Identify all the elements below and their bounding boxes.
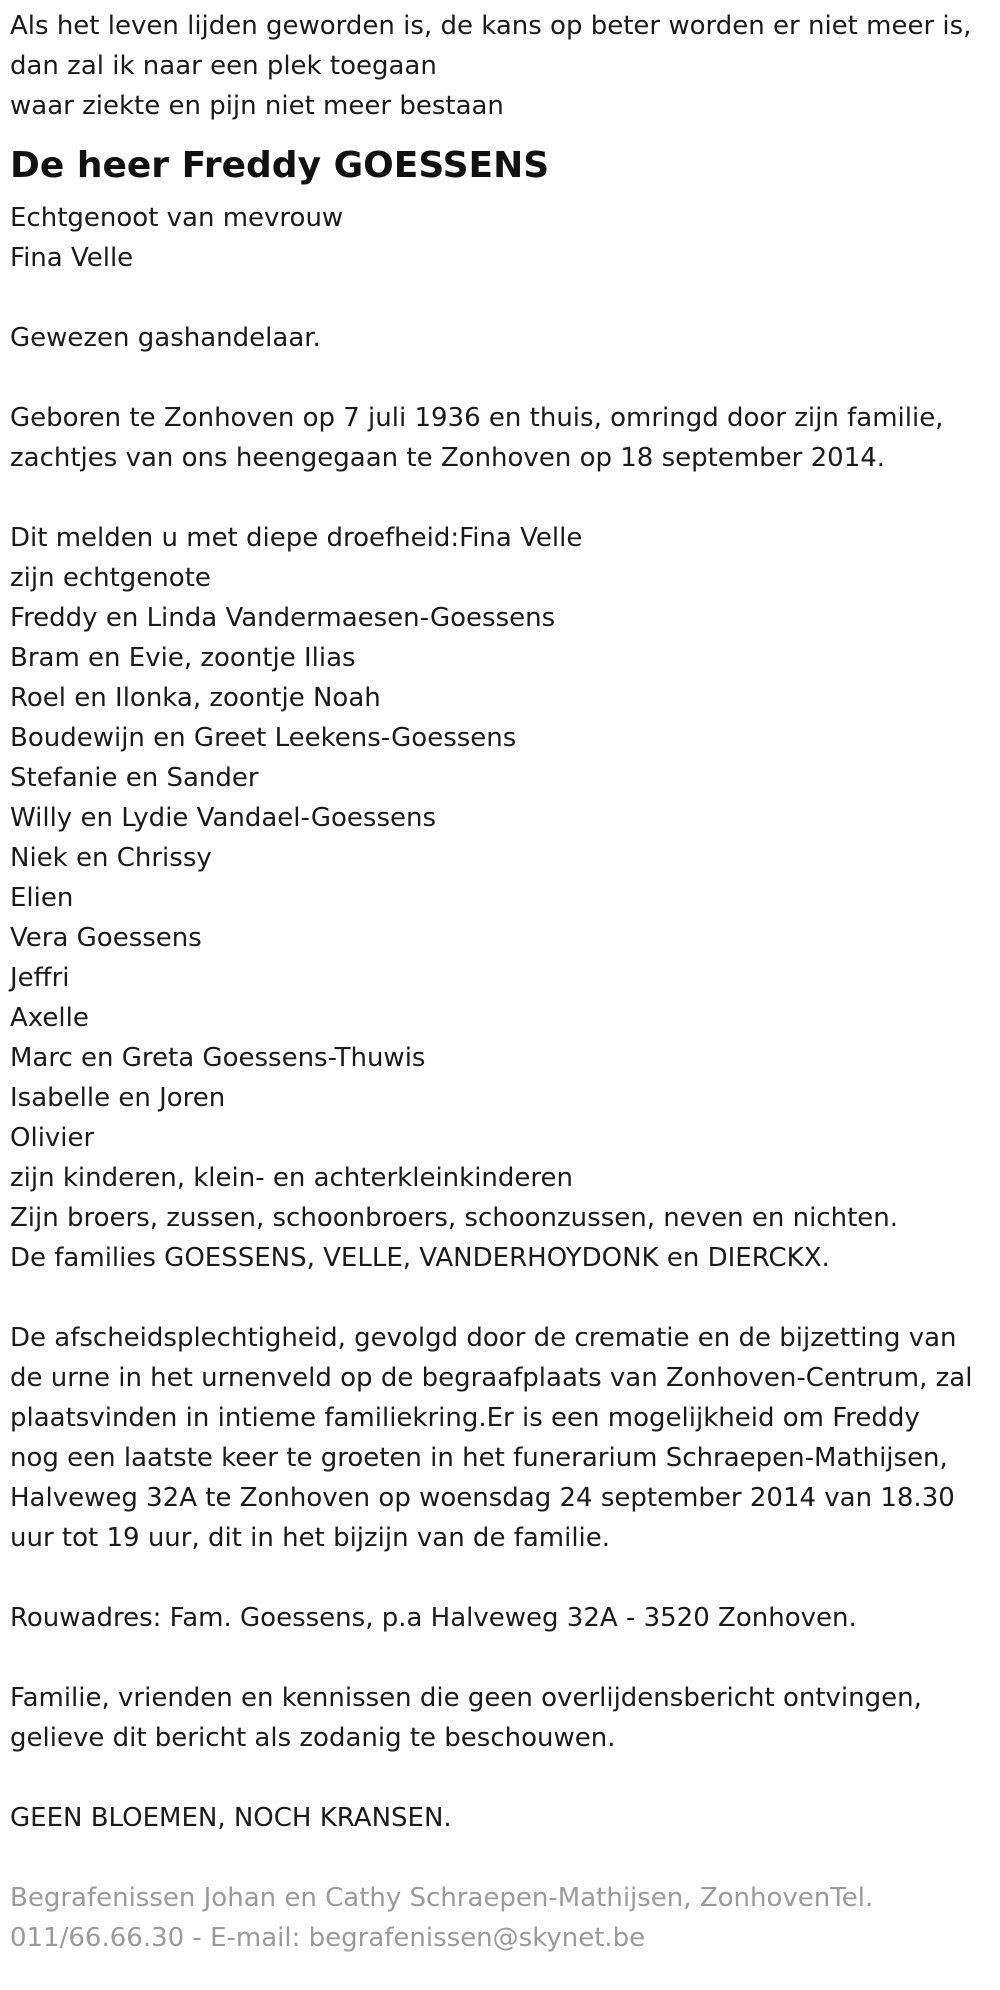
ceremony-line: De afscheidsplechtigheid, gevolgd door de crematie en de bijzetting van xyxy=(10,1323,957,1353)
mourners-list xyxy=(10,518,990,1278)
mourner-line: Marc en Greta Goessens-Thuwis xyxy=(10,1043,426,1073)
ceremony-line: uur tot 19 uur, dit in het bijzijn van de familie. xyxy=(10,1523,611,1553)
mourner-line: Freddy en Linda Vandermaesen-Goessens xyxy=(10,603,556,633)
birth-death-block xyxy=(10,398,990,478)
mourner-line: Zijn broers, zussen, schoonbroers, schoonzussen, neven en nichten. xyxy=(10,1203,898,1233)
mourner-line: De families GOESSENS, VELLE, VANDERHOYDONK en DIERCKX. xyxy=(10,1243,830,1273)
footer-line: Begrafenissen Johan en Cathy Schraepen-Mathijsen, ZonhovenTel. xyxy=(10,1883,874,1913)
ceremony-line: nog een laatste keer te groeten in het funerarium Schraepen-Mathijsen, xyxy=(10,1443,948,1473)
spouse-line: Fina Velle xyxy=(10,243,134,273)
poem-line: waar ziekte en pijn niet meer bestaan xyxy=(10,91,504,121)
deceased-name: De heer Freddy GOESSENS xyxy=(10,145,550,186)
birth-death-line: Geboren te Zonhoven op 7 juli 1936 en thuis, omringd door zijn familie, xyxy=(10,403,944,433)
ceremony-line: de urne in het urnenveld op de begraafplaats van Zonhoven-Centrum, zal xyxy=(10,1363,973,1393)
mourner-line: Roel en Ilonka, zoontje Noah xyxy=(10,683,381,713)
notice-line: gelieve dit bericht als zodanig te beschouwen. xyxy=(10,1723,616,1753)
notice-block xyxy=(10,1678,990,1758)
footer-line: 011/66.66.30 - E-mail: begrafenissen@skynet.be xyxy=(10,1923,646,1953)
no-flowers-notice: GEEN BLOEMEN, NOCH KRANSEN. xyxy=(10,1803,452,1833)
mourner-line: Niek en Chrissy xyxy=(10,843,212,873)
mourner-line: Boudewijn en Greet Leekens-Goessens xyxy=(10,723,517,753)
mourner-line: zijn kinderen, klein- en achterkleinkinderen xyxy=(10,1163,573,1193)
mourner-line: Jeffri xyxy=(10,963,70,993)
ceremony-block xyxy=(10,1318,990,1558)
poem-line: Als het leven lijden geworden is, de kans op beter worden er niet meer is, xyxy=(10,11,972,41)
funeral-home-footer xyxy=(10,1878,990,1958)
mourner-line: Dit melden u met diepe droefheid:Fina Velle xyxy=(10,523,583,553)
mourner-line: zijn echtgenote xyxy=(10,563,211,593)
occupation: Gewezen gashandelaar. xyxy=(10,323,321,353)
ceremony-line: plaatsvinden in intieme familiekring.Er is een mogelijkheid om Freddy xyxy=(10,1403,920,1433)
birth-death-line: zachtjes van ons heengegaan te Zonhoven op 18 september 2014. xyxy=(10,443,886,473)
ceremony-line: Halveweg 32A te Zonhoven op woensdag 24 september 2014 van 18.30 xyxy=(10,1483,955,1513)
spouse-line: Echtgenoot van mevrouw xyxy=(10,203,344,233)
mourner-line: Elien xyxy=(10,883,74,913)
mourner-line: Bram en Evie, zoontje Ilias xyxy=(10,643,356,673)
spouse-block xyxy=(10,198,990,278)
mourner-line: Isabelle en Joren xyxy=(10,1083,226,1113)
notice-line: Familie, vrienden en kennissen die geen overlijdensbericht ontvingen, xyxy=(10,1683,922,1713)
mourner-line: Olivier xyxy=(10,1123,95,1153)
mourning-address: Rouwadres: Fam. Goessens, p.a Halveweg 32A - 3520 Zonhoven. xyxy=(10,1603,857,1633)
mourner-line: Vera Goessens xyxy=(10,923,202,953)
mourner-line: Stefanie en Sander xyxy=(10,763,259,793)
mourner-line: Willy en Lydie Vandael-Goessens xyxy=(10,803,437,833)
poem-line: dan zal ik naar een plek toegaan xyxy=(10,51,437,81)
poem xyxy=(10,6,990,126)
mourner-line: Axelle xyxy=(10,1003,89,1033)
